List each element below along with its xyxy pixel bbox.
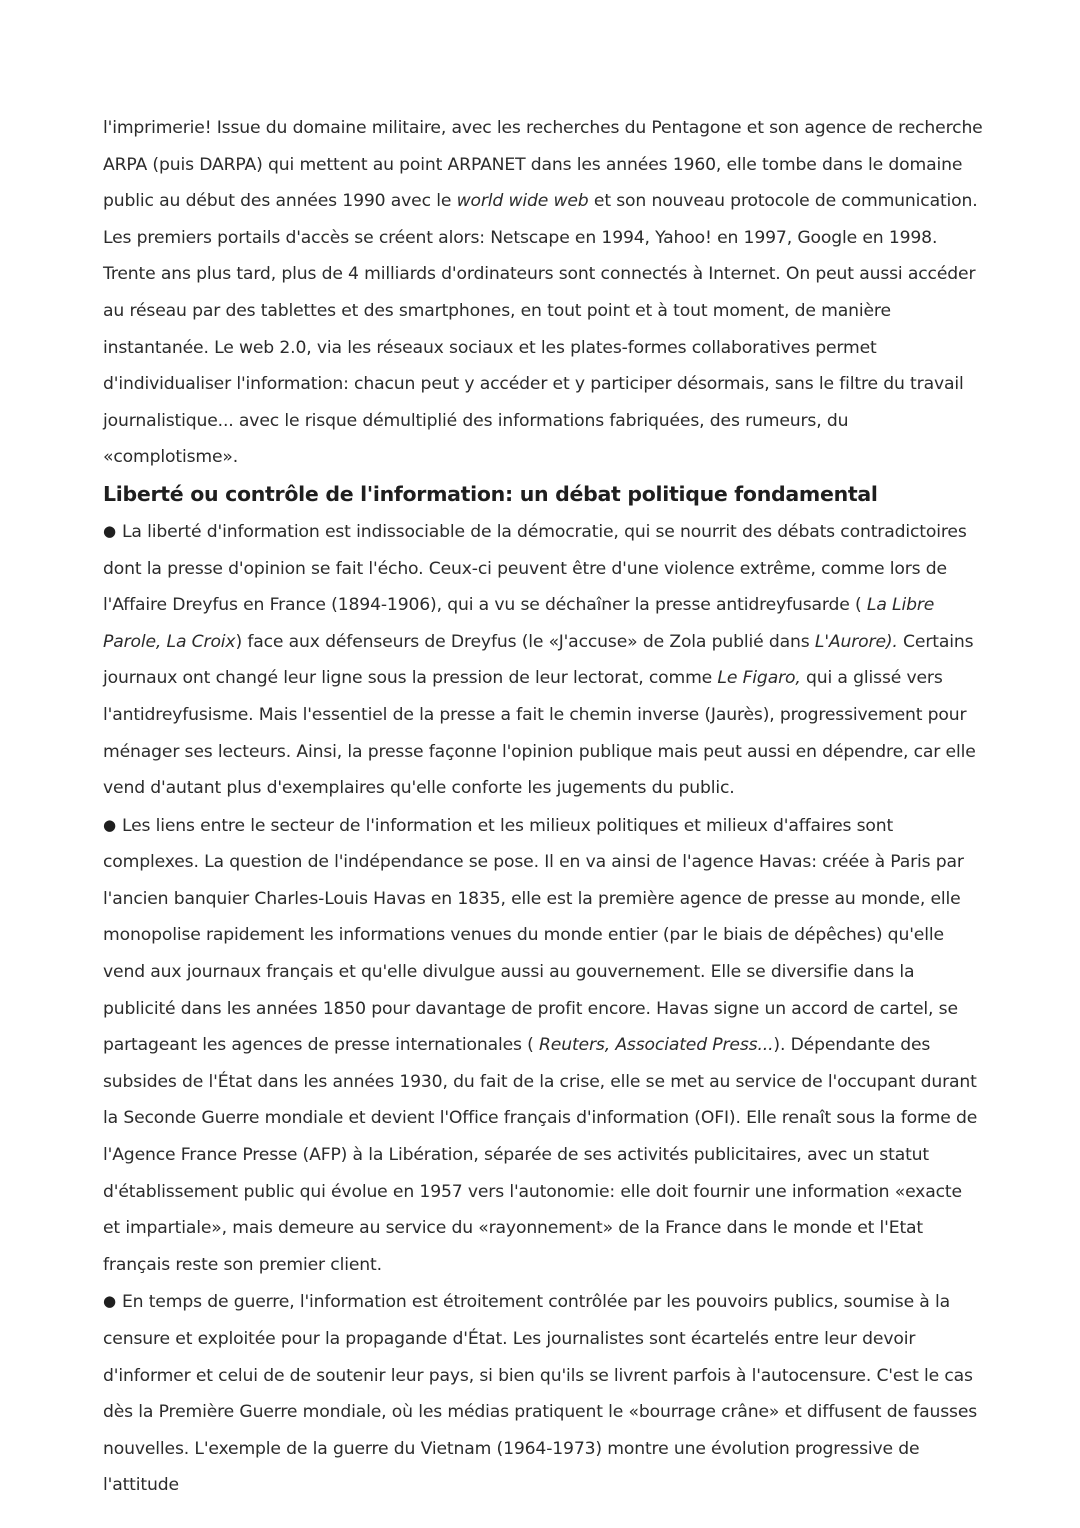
bullet-1-emphasis-1: La Libre Parole, La Croix xyxy=(103,595,935,652)
bullet-1-text-d: qui a glissé vers l'antidreyfusisme. Mais l'essentiel de la presse a fait le chemin inverse (Jaurès), progressivement pour ménager ses lecteurs. Ainsi, la presse façonne l'opinion publique mais peut aussi en dépendre, car elle vend d'autant plus d'exemplaires qu'elle conforte les jugements du public. xyxy=(103,668,976,799)
bullet-3-text: En temps de guerre, l'information est étroitement contrôlée par les pouvoirs publics, soumise à la censure et exploitée pour la propagande d'État. Les journalistes sont écartelés entre leur devoir d'informer et celui de de soutenir leur pays, si bien qu'ils se livrent parfois à l'autocensure. C'est le cas dès la Première Guerre mondiale, où les médias pratiquent le «bourrage crâne» et diffusent de fausses nouvelles. L'exemple de la guerre du Vietnam (1964-1973) montre une évolution progressive de l'attitude xyxy=(103,1292,978,1496)
intro-text-part-1: l'imprimerie! Issue du domaine militaire, avec les recherches du Pentagone et son agence de recherche ARPA (puis DARPA) qui mettent au point ARPANET dans les années 1960, elle tombe dans le domaine public au début des années 1990 avec le xyxy=(103,118,983,212)
bullet-1-emphasis-3: Le Figaro, xyxy=(717,668,801,689)
intro-text-part-2: et son nouveau protocole de communication. Les premiers portails d'accès se créent alors: Netscape en 1994, Yahoo! en 1997, Google en 1998. Trente ans plus tard, plus de 4 milliards d'ordinateurs sont connectés à Internet. On peut aussi accéder au réseau par des tablettes et des smartphones, en tout point et à tout moment, de manière instantanée. Le web 2.0, via les réseaux sociaux et les plates-formes collaboratives permet d'individualiser l'information: chacun peut y accéder et y participer désormais, sans le filtre du travail journalistique... avec le risque démultiplié des informations fabriquées, des rumeurs, du «complotisme». xyxy=(103,191,978,468)
bullet-1-emphasis-2: L'Aurore). xyxy=(814,631,898,652)
bullet-paragraph-wartime xyxy=(103,1283,983,1504)
bullet-paragraph-havas xyxy=(103,807,983,1284)
document-body xyxy=(103,110,983,1504)
bullet-paragraph-press-freedom xyxy=(103,513,983,807)
bullet-1-text-b: ) face aux défenseurs de Dreyfus (le «J'accuse» de Zola publié dans xyxy=(235,631,815,652)
bullet-1-text-c: Certains journaux ont changé leur ligne sous la pression de leur lectorat, comme xyxy=(103,631,974,689)
bullet-1-text-a: La liberté d'information est indissociable de la démocratie, qui se nourrit des débats contradictoires dont la presse d'opinion se fait l'écho. Ceux-ci peuvent être d'une violence extrême, comme lors de l'Affaire Dreyfus en France (1894-1906), qui a vu se déchaîner la presse antidreyfusarde ( xyxy=(103,521,967,616)
bullet-icon: ● xyxy=(103,521,116,540)
bullet-2-text-a: Les liens entre le secteur de l'information et les milieux politiques et milieux d'affaires sont complexes. La question de l'indépendance se pose. Il en va ainsi de l'agence Havas: créée à Paris par l'ancien banquier Charles-Louis Havas en 1835, elle est la première agence de presse au monde, elle monopolise rapidement les informations venues du monde entier (par le biais de dépêches) qu'elle vend aux journaux français et qu'elle divulgue aussi au gouvernement. Elle se diversifie dans la publicité dans les années 1850 pour davantage de profit encore. Havas signe un accord de cartel, se partageant les agences de presse internationales ( xyxy=(103,815,964,1056)
intro-emphasis: world wide web xyxy=(456,191,589,212)
bullet-icon: ● xyxy=(103,815,116,834)
bullet-2-text-b: ). Dépendante des subsides de l'État dans les années 1930, du fait de la crise, elle se met au service de l'occupant durant la Seconde Guerre mondiale et devient l'Office français d'information (OFI). Elle renaît sous la forme de l'Agence France Presse (AFP) à la Libération, séparée de ses activités publicitaires, avec un statut d'établissement public qui évolue en 1957 vers l'autonomie: elle doit fournir une information «exacte et impartiale», mais demeure au service du «rayonnement» de la France dans le monde et l'Etat français reste son premier client. xyxy=(103,1035,978,1275)
section-heading: Liberté ou contrôle de l'information: un débat politique fondamental xyxy=(103,481,878,506)
intro-paragraph xyxy=(103,110,983,476)
bullet-icon: ● xyxy=(103,1292,116,1311)
bullet-2-emphasis: Reuters, Associated Press... xyxy=(539,1035,774,1056)
